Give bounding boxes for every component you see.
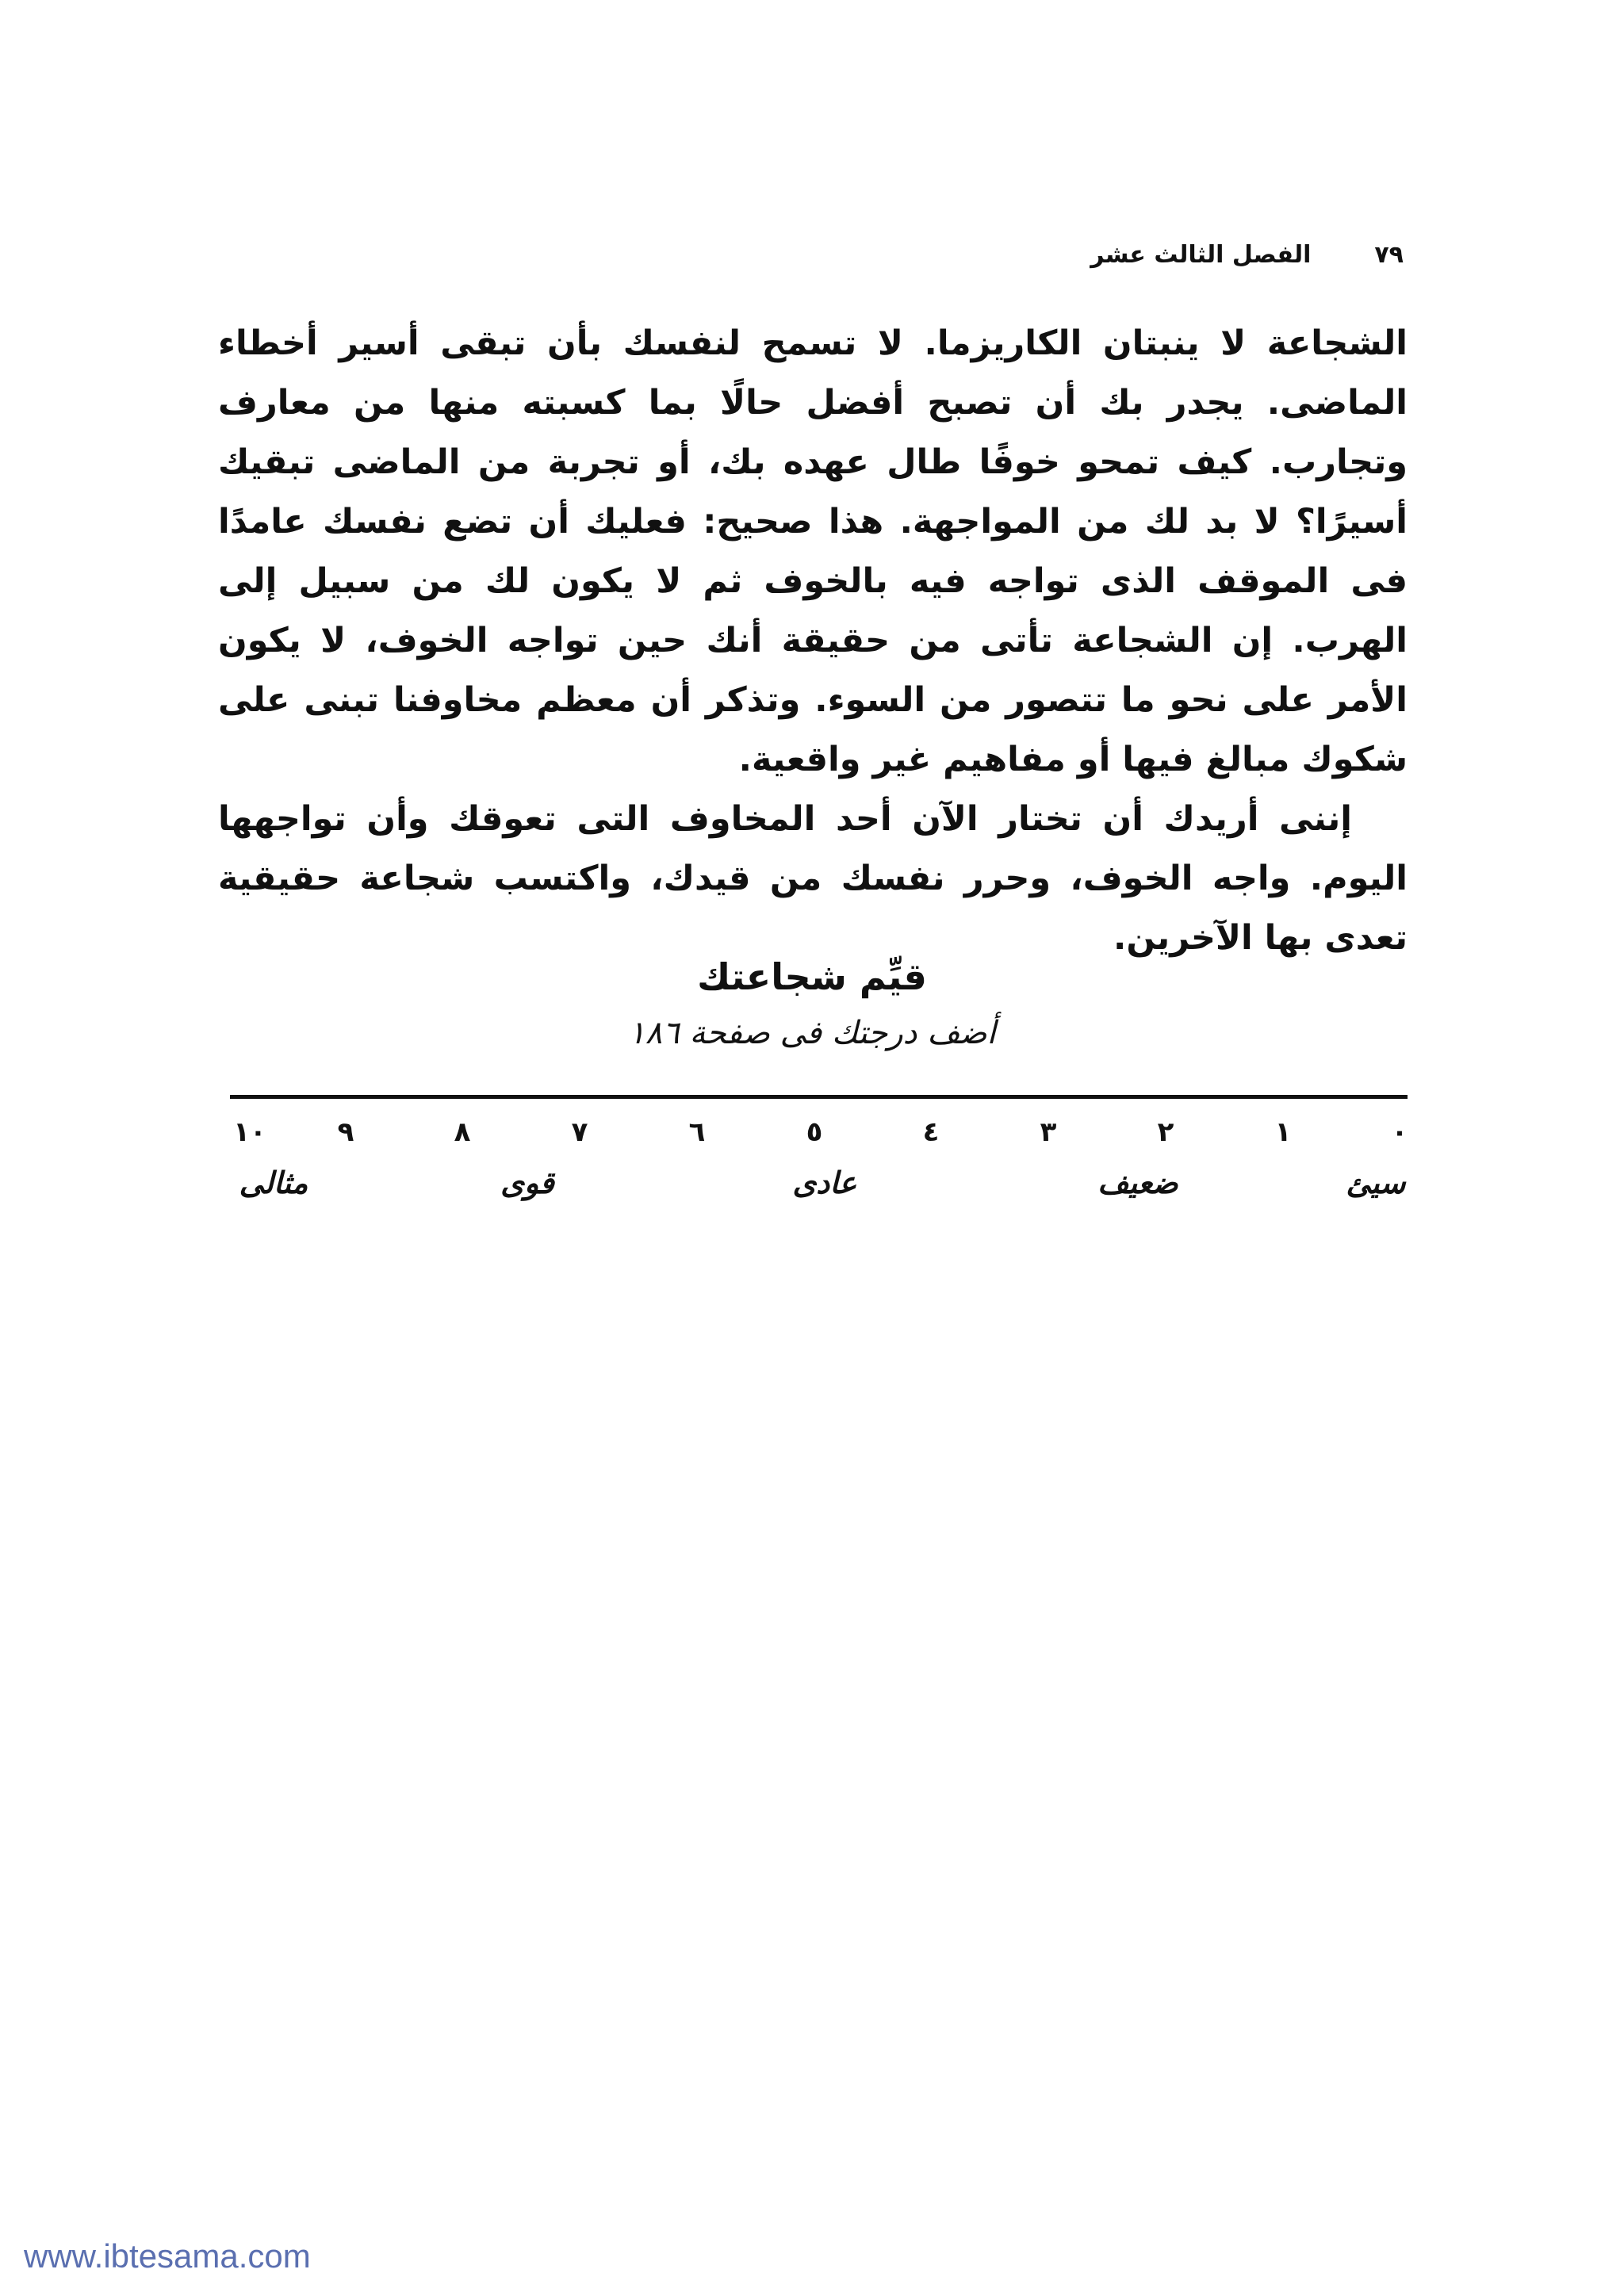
scale-number-8: ٨ (454, 1116, 471, 1148)
scale-label-poor: سيئ (1346, 1165, 1406, 1200)
chapter-title: الفصل الثالث عشر (1090, 240, 1312, 269)
body-text (218, 314, 1408, 968)
scale-label-average: عادى (792, 1165, 857, 1200)
page-number: ٧٩ (1374, 240, 1404, 269)
scale-number-4: ٤ (922, 1116, 940, 1148)
scale-number-1: ١ (1274, 1116, 1292, 1148)
scale-number-9: ٩ (337, 1116, 354, 1148)
paragraph-1: الشجاعة لا ينبتان الكاريزما. لا تسمح لنفسك بأن تبقى أسير أخطاء الماضى. يجدر بك أن تصبح أفضل حالًا بما كسبته منها من معارف وتجارب. كيف تمحو خوفًا طال عهده بك، أو تجربة من الماضى تبقيك أسيرًا؟ لا بد لك من المواجهة. هذا صحيح: فعليك أن تضع نفسك عامدًا فى الموقف الذى تواجه فيه بالخوف ثم لا يكون لك من سبيل إلى الهرب. إن الشجاعة تأتى من حقيقة أنك حين تواجه الخوف، لا يكون الأمر على نحو ما تتصور من السوء. وتذكر أن معظم مخاوفنا تبنى على شكوك مبالغ فيها أو مفاهيم غير واقعية. (218, 323, 1408, 779)
scale-number-6: ٦ (688, 1116, 706, 1148)
rating-title: قيِّم شجاعتك (697, 955, 927, 998)
rating-scale-labels (0, 1165, 1624, 1213)
scale-number-0: ٠ (1391, 1116, 1408, 1148)
scale-number-5: ٥ (806, 1116, 823, 1148)
scale-label-ideal: مثالى (239, 1165, 308, 1200)
scale-number-3: ٣ (1040, 1116, 1057, 1148)
rating-scale-numbers (0, 1116, 1624, 1156)
scale-number-10: ١٠ (233, 1116, 266, 1148)
footer-url[interactable]: www.ibtesama.com (24, 2237, 311, 2275)
rating-scale-line (230, 1095, 1408, 1099)
rating-subtitle: أضف درجتك فى صفحة ١٨٦ (628, 1015, 996, 1051)
paragraph-2: إننى أريدك أن تختار الآن أحد المخاوف التى تعوقك وأن تواجهها اليوم. واجه الخوف، وحرر نفسك من قيدك، واكتسب شجاعة حقيقية تعدى بها الآخرين. (218, 799, 1408, 958)
scale-number-2: ٢ (1157, 1116, 1174, 1148)
scale-label-weak: ضعيف (1097, 1165, 1178, 1200)
page-header (1031, 235, 1404, 274)
scale-number-7: ٧ (571, 1116, 588, 1148)
scale-label-strong: قوى (500, 1165, 554, 1200)
